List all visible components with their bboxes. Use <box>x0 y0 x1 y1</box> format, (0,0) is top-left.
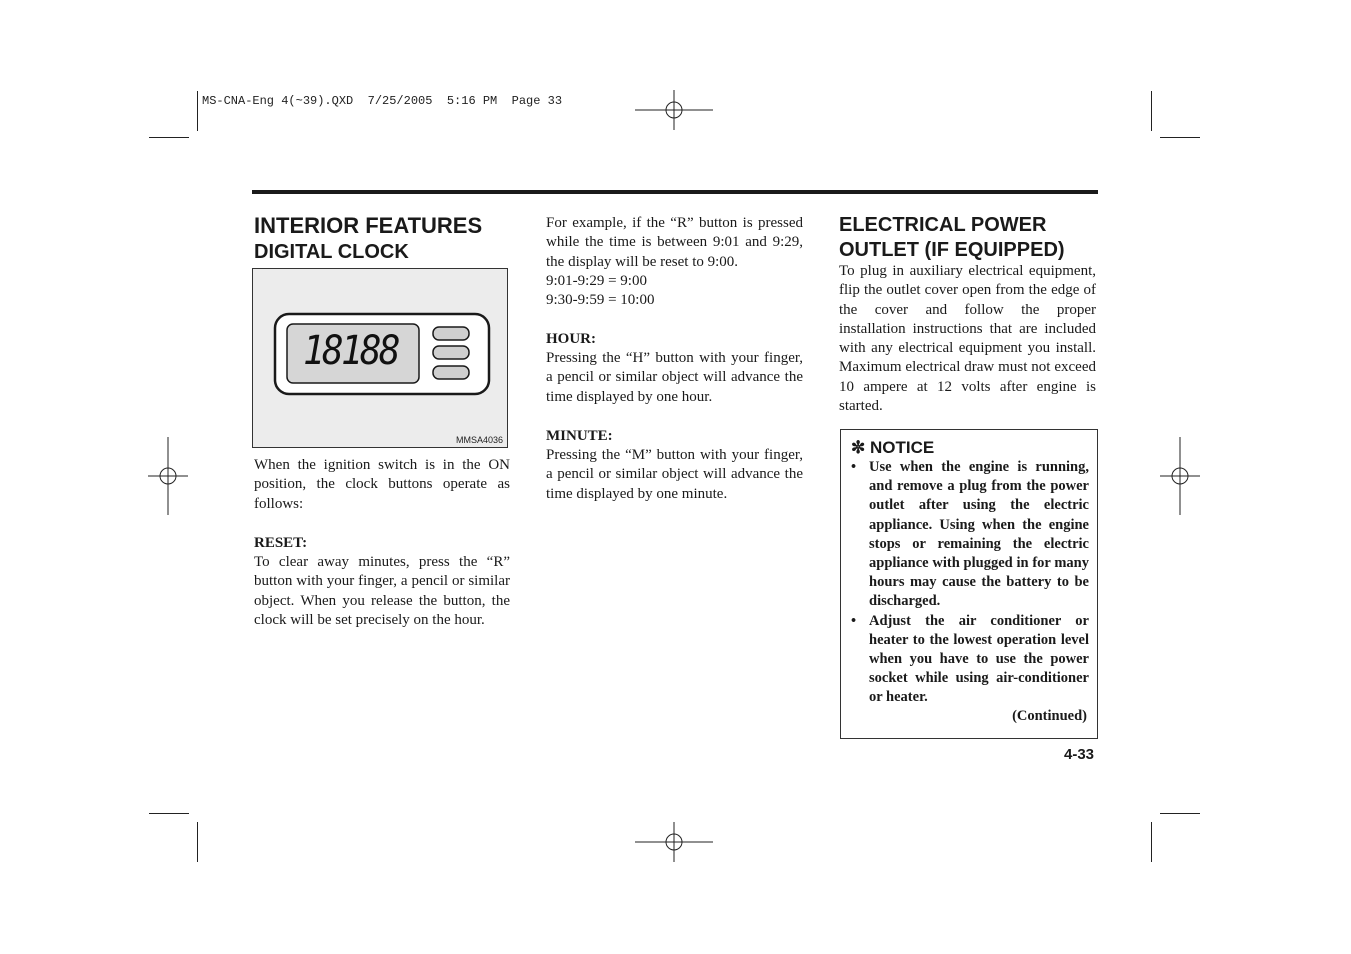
clock-intro-text: When the ignition switch is in the ON position, the clock buttons operate as follows: <box>254 457 510 512</box>
reset-heading: RESET: <box>254 535 308 551</box>
crop-mark <box>149 137 189 138</box>
reset-example-line2: 9:30-9:59 = 10:00 <box>546 292 655 308</box>
notice-symbol-icon: ✼ <box>851 438 866 457</box>
continued-label: (Continued) <box>1012 708 1087 724</box>
crop-mark <box>197 91 198 131</box>
notice-heading <box>851 438 934 458</box>
reset-example-line1: 9:01-9:29 = 9:00 <box>546 273 647 289</box>
figure-code: MMSA4036 <box>455 435 503 445</box>
subsection-title: DIGITAL CLOCK <box>254 241 409 263</box>
registration-mark-left <box>148 437 188 515</box>
section-title: INTERIOR FEATURES <box>254 213 483 238</box>
bullet-icon: • <box>851 459 857 475</box>
hour-heading: HOUR: <box>546 331 596 347</box>
power-outlet-title-line1: ELECTRICAL POWER <box>839 214 1047 236</box>
notice-item-text: Use when the engine is running, and remove a plug from the power outlet after using the electric appliance. Using when the engine stops or remaining the electric appliance with plugged in for many hours may cause the battery to be discharged. <box>869 459 1089 610</box>
hour-text: Pressing the “H” button with your finger, a pencil or similar object will advance the time displayed by one hour. <box>546 350 803 405</box>
clock-display-digits: 18188 <box>303 328 398 374</box>
crop-mark <box>1160 137 1200 138</box>
power-outlet-title-line2: OUTLET (IF EQUIPPED) <box>839 239 1065 261</box>
clock-figure <box>252 268 508 448</box>
minute-text: Pressing the “M” button with your finger, a pencil or similar object will advance the time displayed by one minute. <box>546 447 803 502</box>
reset-text: To clear away minutes, press the “R” button with your finger, a pencil or similar object. When you release the button, the clock will be set precisely on the hour. <box>254 554 510 628</box>
crop-mark <box>197 822 198 862</box>
registration-mark-top <box>635 90 715 130</box>
notice-item <box>849 458 1089 612</box>
power-outlet-text: To plug in auxiliary electrical equipment, flip the outlet cover open from the edge of the cover and follow the proper installation instructions that are included with any electrical equipment you install. Maximum electrical draw must not exceed 10 ampere at 12 volts after engine is started. <box>839 263 1096 415</box>
notice-item <box>849 612 1089 708</box>
notice-item-text: Adjust the air conditioner or heater to the lowest operation level when you have to use the power socket while using air-conditioner or heater. <box>869 612 1089 706</box>
registration-mark-right <box>1160 437 1200 515</box>
crop-mark <box>1160 813 1200 814</box>
bullet-icon: • <box>851 612 857 629</box>
print-slug: MS-CNA-Eng 4(~39).QXD 7/25/2005 5:16 PM Page 33 <box>202 94 563 108</box>
header-rule <box>252 190 1098 194</box>
page-number: 4-33 <box>1064 746 1095 763</box>
notice-title: NOTICE <box>869 438 935 457</box>
notice-list <box>849 458 1089 708</box>
minute-heading: MINUTE: <box>546 428 613 444</box>
crop-mark <box>1151 822 1152 862</box>
reset-example-text: For example, if the “R” button is pressed while the time is between 9:01 and 9:29, the display will be reset to 9:00. <box>546 215 803 270</box>
notice-box <box>840 429 1098 739</box>
crop-mark <box>149 813 189 814</box>
registration-mark-bottom <box>635 822 715 862</box>
crop-mark <box>1151 91 1152 131</box>
